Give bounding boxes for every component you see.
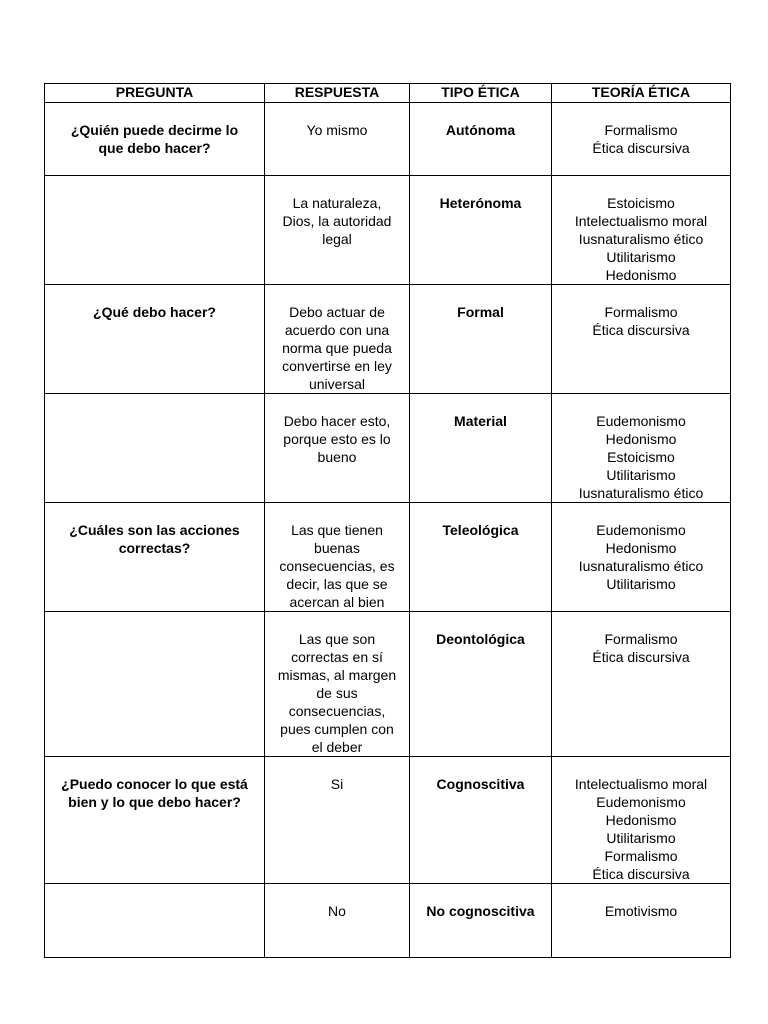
table-row bbox=[45, 612, 731, 757]
teoria-etica-cell-line: Formalismo bbox=[604, 631, 678, 647]
pregunta-cell-line: correctas? bbox=[118, 540, 191, 556]
teoria-etica-cell-line: Formalismo bbox=[604, 122, 678, 138]
teoria-etica-cell-line: Iusnaturalismo ético bbox=[578, 231, 704, 247]
table-row bbox=[45, 394, 731, 503]
teoria-etica-cell-line: Eudemonismo bbox=[596, 794, 686, 810]
tipo-etica-cell: Material bbox=[410, 394, 552, 503]
pregunta-cell bbox=[45, 612, 265, 757]
respuesta-cell-line: norma que pueda bbox=[282, 340, 392, 356]
teoria-etica-cell-line: Hedonismo bbox=[605, 431, 677, 447]
tipo-etica-cell: Heterónoma bbox=[410, 176, 552, 285]
header-row bbox=[45, 84, 731, 103]
tipo-etica-cell: Teleológica bbox=[410, 503, 552, 612]
teoria-etica-cell-line: Hedonismo bbox=[605, 812, 677, 828]
pregunta-cell-line: ¿Cuáles son las acciones bbox=[69, 522, 240, 538]
pregunta-cell bbox=[45, 176, 265, 285]
respuesta-cell-line: pues cumplen con bbox=[280, 721, 394, 737]
pregunta-cell bbox=[45, 394, 265, 503]
tipo-etica-cell: Cognoscitiva bbox=[410, 757, 552, 884]
teoria-etica-cell-line: Ética discursiva bbox=[592, 140, 690, 156]
teoria-etica-cell bbox=[552, 103, 731, 176]
table-row bbox=[45, 103, 731, 176]
pregunta-cell-line: ¿Quién puede decirme lo bbox=[70, 122, 239, 138]
respuesta-cell-line: acercan al bien bbox=[289, 594, 385, 610]
teoria-etica-cell-line: Utilitarismo bbox=[606, 830, 676, 846]
table-row bbox=[45, 176, 731, 285]
teoria-etica-cell-line: Eudemonismo bbox=[596, 413, 686, 429]
respuesta-cell bbox=[265, 103, 410, 176]
respuesta-cell-line: Debo actuar de bbox=[289, 304, 385, 320]
respuesta-cell bbox=[265, 394, 410, 503]
pregunta-cell-line: que debo hacer? bbox=[98, 140, 211, 156]
teoria-etica-cell-line: Utilitarismo bbox=[606, 249, 676, 265]
respuesta-cell-line: Debo hacer esto, bbox=[283, 413, 391, 429]
respuesta-cell-line: de sus bbox=[316, 685, 358, 701]
respuesta-cell bbox=[265, 612, 410, 757]
pregunta-cell-line: ¿Qué debo hacer? bbox=[93, 304, 216, 320]
teoria-etica-cell bbox=[552, 503, 731, 612]
respuesta-cell bbox=[265, 503, 410, 612]
respuesta-cell-line: consecuencias, es bbox=[279, 558, 395, 574]
teoria-etica-cell-line: Hedonismo bbox=[605, 540, 677, 556]
header-pregunta: PREGUNTA bbox=[45, 84, 265, 103]
teoria-etica-cell-line: Formalismo bbox=[604, 848, 678, 864]
teoria-etica-cell-line: Emotivismo bbox=[604, 903, 678, 919]
teoria-etica-cell-line: Utilitarismo bbox=[606, 576, 676, 592]
header-teoria-etica: TEORÍA ÉTICA bbox=[552, 84, 731, 103]
respuesta-cell-line: el deber bbox=[311, 739, 363, 755]
pregunta-cell bbox=[45, 884, 265, 958]
pregunta-cell-line: ¿Puedo conocer lo que está bbox=[61, 776, 248, 792]
pregunta-cell-line: bien y lo que debo hacer? bbox=[68, 794, 241, 810]
teoria-etica-cell-line: Eudemonismo bbox=[596, 522, 686, 538]
respuesta-cell-line: universal bbox=[308, 376, 366, 392]
respuesta-cell-line: acuerdo con una bbox=[284, 322, 390, 338]
respuesta-cell-line: bueno bbox=[317, 449, 357, 465]
teoria-etica-cell-line: Iusnaturalismo ético bbox=[578, 558, 704, 574]
table-row bbox=[45, 757, 731, 884]
respuesta-cell-line: Las que tienen bbox=[291, 522, 383, 538]
teoria-etica-cell bbox=[552, 884, 731, 958]
respuesta-cell-line: Las que son bbox=[298, 631, 376, 647]
respuesta-cell-line: mismas, al margen bbox=[277, 667, 397, 683]
respuesta-cell-line: porque esto es lo bbox=[283, 431, 391, 447]
teoria-etica-cell-line: Intelectualismo moral bbox=[574, 776, 708, 792]
respuesta-cell-line: Yo mismo bbox=[306, 122, 368, 138]
ethics-table bbox=[44, 83, 731, 958]
teoria-etica-cell bbox=[552, 394, 731, 503]
respuesta-cell-line: decir, las que se bbox=[286, 576, 388, 592]
tipo-etica-cell: Deontológica bbox=[410, 612, 552, 757]
tipo-etica-cell: No cognoscitiva bbox=[410, 884, 552, 958]
respuesta-cell bbox=[265, 176, 410, 285]
table-row bbox=[45, 503, 731, 612]
teoria-etica-cell-line: Intelectualismo moral bbox=[574, 213, 708, 229]
teoria-etica-cell bbox=[552, 176, 731, 285]
pregunta-cell bbox=[45, 285, 265, 394]
respuesta-cell bbox=[265, 884, 410, 958]
respuesta-cell-line: No bbox=[328, 903, 346, 919]
respuesta-cell bbox=[265, 285, 410, 394]
header-tipo-etica: TIPO ÉTICA bbox=[410, 84, 552, 103]
respuesta-cell-line: La naturaleza, bbox=[292, 195, 382, 211]
tipo-etica-cell: Autónoma bbox=[410, 103, 552, 176]
teoria-etica-cell-line: Estoicismo bbox=[607, 449, 675, 465]
respuesta-cell-line: legal bbox=[322, 231, 352, 247]
respuesta-cell-line: correctas en sí bbox=[291, 649, 383, 665]
teoria-etica-cell-line: Ética discursiva bbox=[592, 649, 690, 665]
teoria-etica-cell-line: Estoicismo bbox=[607, 195, 675, 211]
respuesta-cell-line: convertirse en ley bbox=[282, 358, 392, 374]
respuesta-cell-line: Si bbox=[330, 776, 344, 792]
table-row bbox=[45, 285, 731, 394]
pregunta-cell bbox=[45, 757, 265, 884]
table-row bbox=[45, 884, 731, 958]
respuesta-cell-line: buenas bbox=[314, 540, 360, 556]
teoria-etica-cell bbox=[552, 285, 731, 394]
teoria-etica-cell bbox=[552, 757, 731, 884]
teoria-etica-cell-line: Ética discursiva bbox=[592, 322, 690, 338]
teoria-etica-cell-line: Ética discursiva bbox=[592, 866, 690, 882]
pregunta-cell bbox=[45, 103, 265, 176]
teoria-etica-cell bbox=[552, 612, 731, 757]
respuesta-cell bbox=[265, 757, 410, 884]
respuesta-cell-line: consecuencias, bbox=[288, 703, 386, 719]
teoria-etica-cell-line: Formalismo bbox=[604, 304, 678, 320]
header-respuesta: RESPUESTA bbox=[265, 84, 410, 103]
pregunta-cell bbox=[45, 503, 265, 612]
teoria-etica-cell-line: Hedonismo bbox=[605, 267, 677, 283]
table-body bbox=[45, 103, 731, 958]
respuesta-cell-line: Dios, la autoridad bbox=[282, 213, 392, 229]
teoria-etica-cell-line: Iusnaturalismo ético bbox=[578, 485, 704, 501]
teoria-etica-cell-line: Utilitarismo bbox=[606, 467, 676, 483]
tipo-etica-cell: Formal bbox=[410, 285, 552, 394]
